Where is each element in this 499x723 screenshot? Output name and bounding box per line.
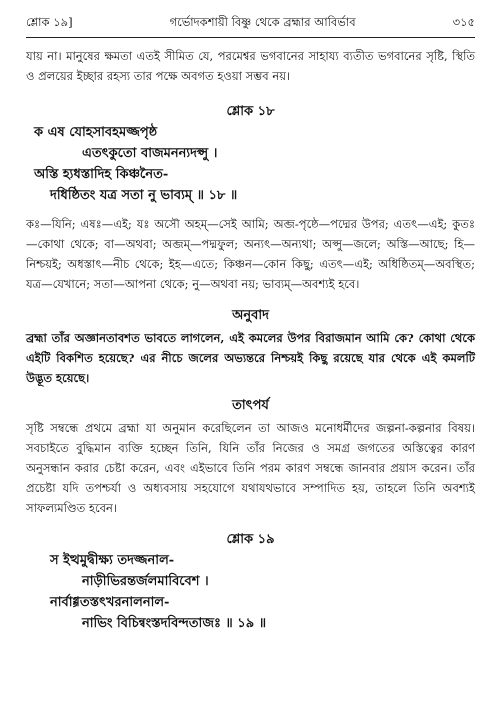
intro-paragraph: যায় না। মানুষের ক্ষমতা এতই সীমিত যে, পরমেশ্বর ভগবানের সাহায্য ব্যতীত ভগবানের সৃষ্টি, স্থিতি ও প্রলয়ের ইচ্ছার রহস্য তার পক্ষে অবগত হওয়া সম্ভব নয়।	[26, 49, 475, 83]
translation-text: ব্রহ্মা তাঁর অজ্ঞানতাবশত ভাবতে লাগলেন, এই কমলের উপর বিরাজমান আমি কে? কোথা থেকে এইটি বিকশিত হয়েছে? এর নীচে জলের অভ্যন্তরে নিশ্চয়ই কিছু রয়েছে যার থেকে এই কমলটি উদ্ভূত হয়েছে।	[26, 331, 475, 385]
verse-18-line-2: এতৎকুতো বাজমনন্যদপ্সু ।	[82, 146, 218, 161]
purport-text: সৃষ্টি সম্বন্ধে প্রথমে ব্রহ্মা যা অনুমান করেছিলেন তা আজও মনোধর্মীদের জল্পনা-কল্পনার বিষয়। সবচাইতে বুদ্ধিমান ব্যক্তি হচ্ছেন তিনি, যিনি তাঁর নিজের ও সমগ্র জগতের অস্তিত্বের কারণ অনুসন্ধান করার চেষ্টা করেন, এবং এইভাবে তিনি পরম কারণ সম্বন্ধে জানবার প্রয়াস করেন। তাঁর প্রচেষ্টা যদি তপশ্চর্যা ও অধ্যবসায় সহযোগে যথাযথভাবে সম্পাদিত হয়, তাহলে তিনি অবশ্যই সাফল্যমণ্ডিত হবেন।	[26, 421, 475, 515]
verse-18-line-1: ক এষ যোহসাবহমজ্জপৃষ্ঠ	[34, 125, 158, 140]
page-number: ৩১৫	[452, 15, 475, 29]
purport-heading: তাৎপর্য	[232, 398, 269, 413]
verse-19	[26, 550, 475, 634]
translation-heading: অনুবাদ	[232, 308, 269, 323]
running-head	[26, 14, 475, 38]
verse-18-heading: শ্লোক ১৮	[226, 104, 275, 119]
verse-18-line-3: অস্তি হ্যধস্তাদিহ কিঞ্চনৈত-	[34, 167, 169, 182]
verse-19-line-1: স ইত্থমুদ্বীক্ষ্য তদজ্জনাল-	[50, 553, 175, 568]
verse-18-line-4: দধিষ্ঠিতং যত্র সতা নু ভাব্যম্ ॥ ১৮ ॥	[50, 188, 238, 203]
verse-19-heading: শ্লোক ১৯	[226, 532, 275, 547]
verse-18-synonyms: কঃ—যিনি; এষঃ—এই; যঃ অসৌ অহম্—সেই আমি; অব্জ-পৃষ্ঠে—পদ্মের উপর; এতৎ—এই; কুতঃ—কোথা থেকে; বা—অথবা; অব্জম্—পদ্মফুল; অন্যৎ—অন্যথা; অপ্সু—জলে; অস্তি—আছে; হি—নিশ্চয়ই; অধস্তাৎ—নীচ থেকে; ইহ—এতে; কিঞ্চন—কোন কিছু; এতৎ—এই; অধিষ্ঠিতম্—অবস্থিত; যত্র—যেখানে; সতা—আপনা থেকে; নু—অথবা নয়; ভাব্যম্—অবশ্যই হবে।	[26, 217, 475, 291]
verse-19-line-3: নার্বাগ্গতস্তৎখরনালনাল-	[50, 595, 170, 610]
verse-19-line-2: নাড়ীভিরন্তর্জলমাবিবেশ ।	[82, 574, 209, 589]
intro-paragraph-block	[26, 46, 475, 86]
running-head-left: শ্লোক ১৯]	[26, 15, 73, 29]
translation-block	[26, 328, 475, 388]
verse-18	[26, 122, 475, 206]
purport-block	[26, 418, 475, 518]
verse-19-line-4: নাভিং বিচিন্বংস্তদবিন্দতাজঃ ॥ ১৯ ॥	[82, 616, 267, 631]
running-head-title: গর্ভোদকশায়ী বিষ্ণু থেকে ব্রহ্মার আবির্ভাব	[169, 15, 356, 29]
